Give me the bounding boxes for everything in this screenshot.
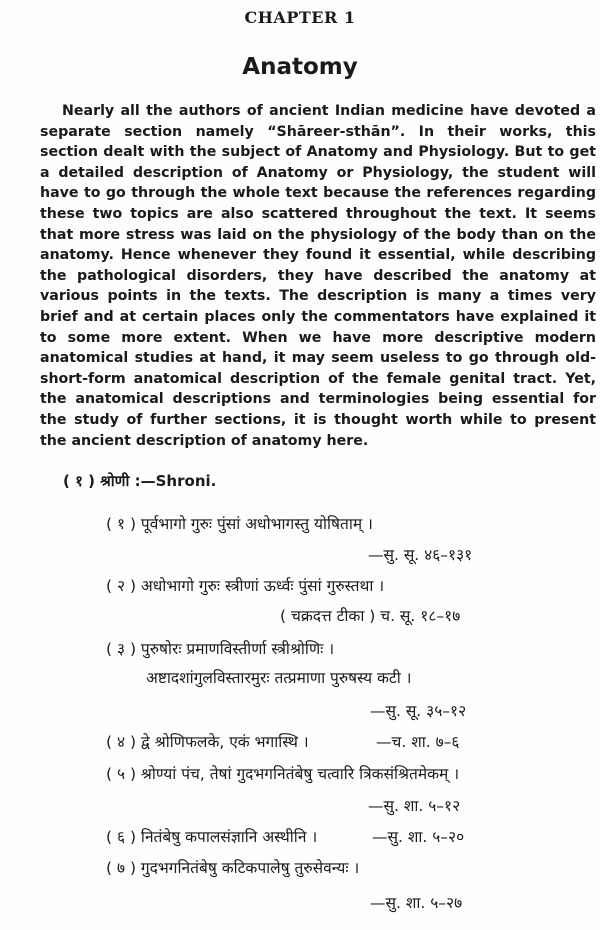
verse-2: ( २ ) अधोभागो गुरुः स्त्रीणां ऊर्ध्वः पुंसां गुरुस्तथा । (106, 577, 385, 595)
verse-4: ( ४ ) द्वे श्रोणिफलके, एकं भगास्थि । (106, 733, 309, 751)
body-paragraph: Nearly all the authors of ancient Indian medicine have devoted a separate section namely “Shāreer-sthān”. In their works, this section dealt with the subject of Anatomy and Physiology. But to get a detailed description of Anatomy or Physiology, the student will have to go through the whole text because the references regarding these two topics are also scattered throughout the text. It seems that more stress was laid on the physiology of the body than on the anatomy. Hence whenever they found it essential, while describing the pathological disorders, they have described the anatomy at various points in the texts. The description is many a times very brief and at certain places only the commentators have explained it to some more extent. When we have more descriptive modern anatomical studies at hand, it may seem useless to go through old-short-form anatomical description of the female genital tract. Yet, the anatomical descriptions and terminologies being essential for the study of further sections, it is thought worth while to present the ancient description of anatomy here. (40, 103, 596, 449)
verse-3-reference: —सु. सू. ३५–१२ (370, 702, 467, 720)
verse-7: ( ७ ) गुदभगनितंबेषु कटिकपालेषु तुरुसेवन्यः । (106, 859, 360, 877)
verse-6-reference: —सु. शा. ५–२० (372, 828, 465, 846)
verse-6: ( ६ ) नितंबेषु कपालसंज्ञानि अस्थीनि । (106, 828, 318, 846)
verse-1: ( १ ) पूर्वभागो गुरुः पुंसां अधोभागस्तु योषिताम् । (106, 515, 373, 533)
verse-5: ( ५ ) श्रोण्यां पंच, तेषां गुदभगनितंबेषु चत्वारि त्रिकसंश्रितमेकम् । (106, 765, 460, 783)
verse-1-reference: —सु. सू. ४६–१३१ (368, 546, 473, 564)
verse-7-reference: —सु. शा. ५–२७ (370, 894, 463, 912)
page-title: Anatomy (242, 54, 358, 80)
chapter-heading: CHAPTER 1 (244, 8, 356, 27)
verse-5-reference: —सु. शा. ५–१२ (368, 797, 461, 815)
section-heading: ( १ ) श्रोणी :—Shroni. (63, 472, 217, 490)
verse-3-line-2: अष्टादशांगुलविस्तारमुरः तत्प्रमाणा पुरुषस्य कटी । (146, 669, 412, 687)
verse-2-reference: ( चक्रदत्त टीका ) च. सू. १८–१७ (280, 607, 461, 625)
verse-4-reference: —च. शा. ७–६ (376, 733, 460, 751)
verse-3-line-1: ( ३ ) पुरुषोरः प्रमाणविस्तीर्णा स्त्रीश्रोणिः । (106, 640, 335, 658)
